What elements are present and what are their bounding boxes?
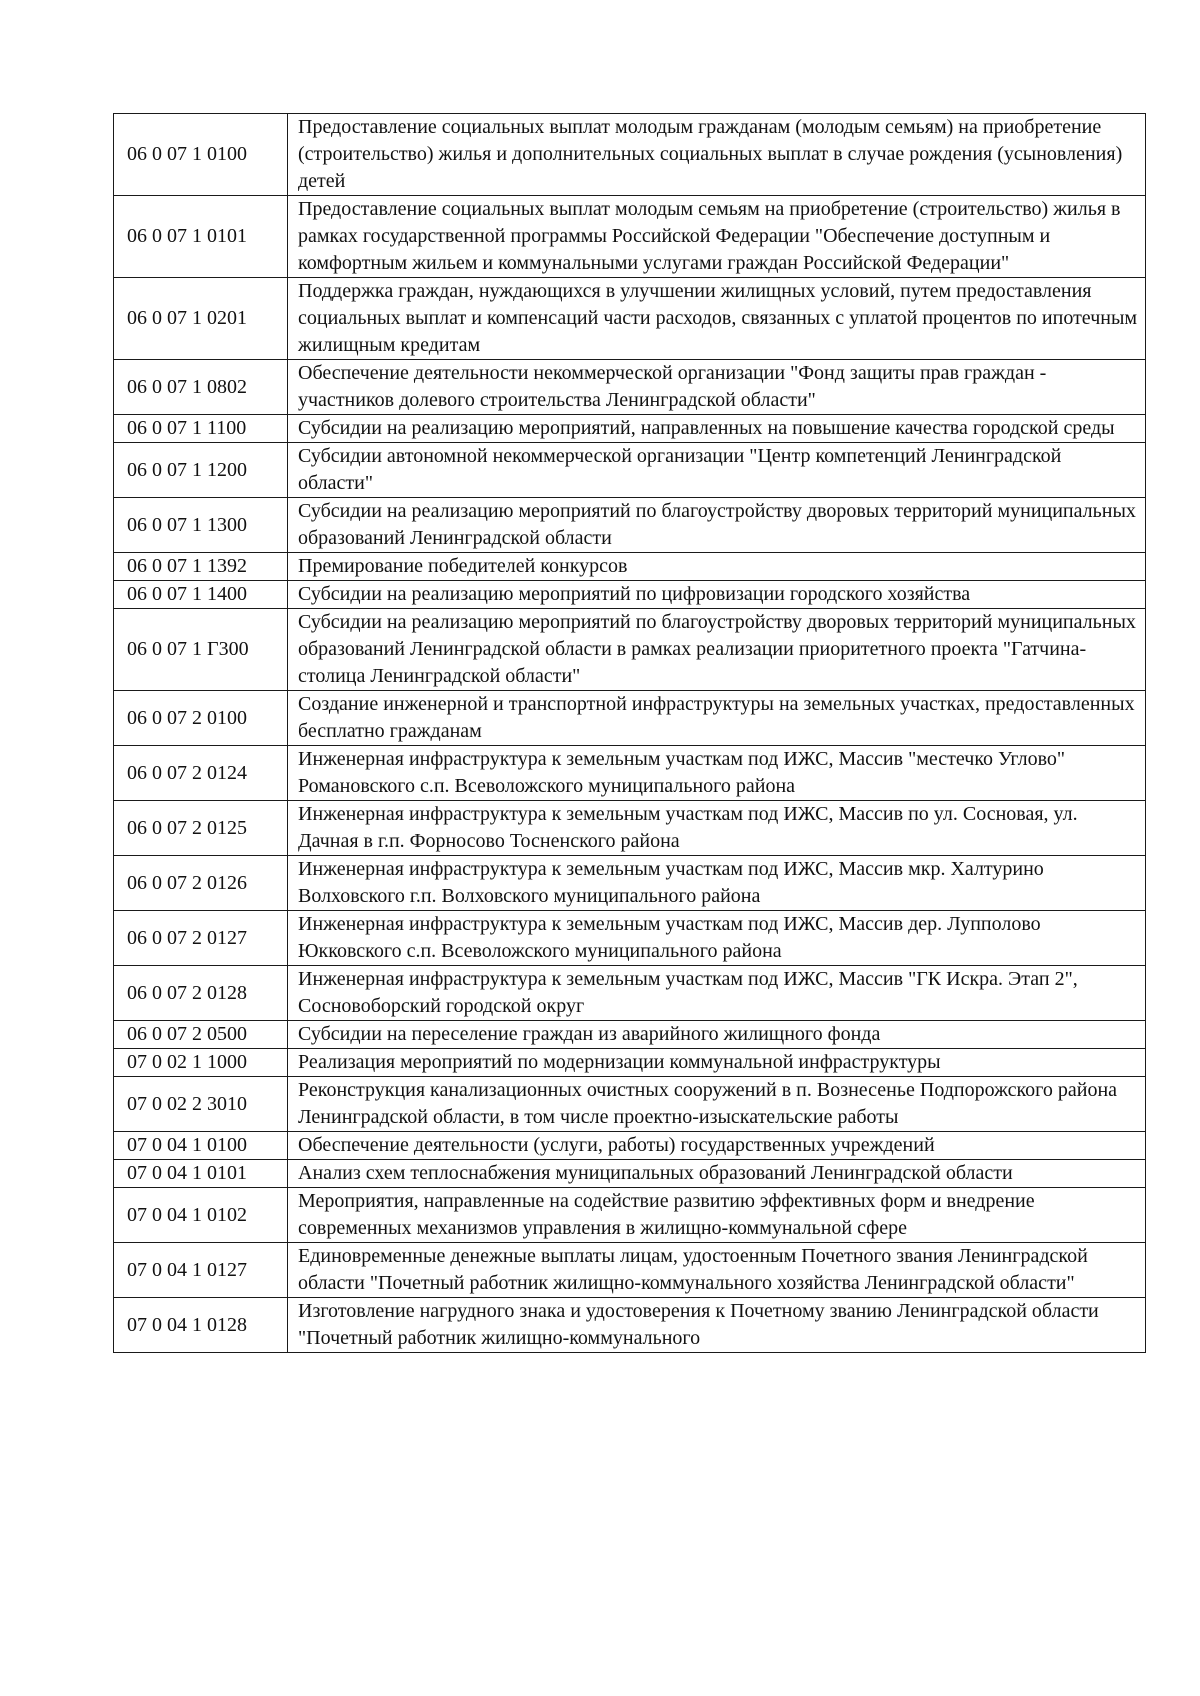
table-row [114, 691, 1146, 746]
table-row [114, 1077, 1146, 1132]
table-body [114, 114, 1146, 1353]
row-code-cell: 07 0 02 2 3010 [114, 1077, 288, 1132]
row-code-cell: 06 0 07 2 0127 [114, 911, 288, 966]
row-code-cell: 07 0 04 1 0100 [114, 1132, 288, 1160]
row-description-cell: Реализация мероприятий по модернизации коммунальной инфраструктуры [288, 1049, 1146, 1077]
table-row [114, 1298, 1146, 1353]
table-row [114, 609, 1146, 691]
table-row [114, 360, 1146, 415]
table-row [114, 581, 1146, 609]
row-description-cell: Поддержка граждан, нуждающихся в улучшении жилищных условий, путем предоставления социальных выплат и компенсаций части расходов, связанных с уплатой процентов по ипотечным жилищным кредитам [288, 278, 1146, 360]
row-description-cell: Субсидии на реализацию мероприятий по цифровизации городского хозяйства [288, 581, 1146, 609]
table-row [114, 278, 1146, 360]
table-row [114, 1132, 1146, 1160]
row-description-cell: Изготовление нагрудного знака и удостоверения к Почетному званию Ленинградской области "Почетный работник жилищно-коммунального [288, 1298, 1146, 1353]
table-row [114, 746, 1146, 801]
row-description-cell: Обеспечение деятельности некоммерческой организации "Фонд защиты прав граждан - участников долевого строительства Ленинградской области" [288, 360, 1146, 415]
table-row [114, 196, 1146, 278]
row-code-cell: 06 0 07 1 0802 [114, 360, 288, 415]
row-description-cell: Создание инженерной и транспортной инфраструктуры на земельных участках, предоставленных бесплатно гражданам [288, 691, 1146, 746]
row-code-cell: 06 0 07 1 0101 [114, 196, 288, 278]
row-code-cell: 07 0 04 1 0127 [114, 1243, 288, 1298]
row-code-cell: 06 0 07 1 1300 [114, 498, 288, 553]
table-row [114, 911, 1146, 966]
table-row [114, 856, 1146, 911]
table-row [114, 1021, 1146, 1049]
row-code-cell: 07 0 04 1 0128 [114, 1298, 288, 1353]
table-row [114, 114, 1146, 196]
row-description-cell: Анализ схем теплоснабжения муниципальных образований Ленинградской области [288, 1160, 1146, 1188]
row-description-cell: Субсидии на реализацию мероприятий по благоустройству дворовых территорий муниципальных образований Ленинградской области в рамках реализации приоритетного проекта "Гатчина-столица Ленинградской области" [288, 609, 1146, 691]
row-description-cell: Единовременные денежные выплаты лицам, удостоенным Почетного звания Ленинградской области "Почетный работник жилищно-коммунального хозяйства Ленинградской области" [288, 1243, 1146, 1298]
row-code-cell: 06 0 07 1 Г300 [114, 609, 288, 691]
row-description-cell: Инженерная инфраструктура к земельным участкам под ИЖС, Массив по ул. Сосновая, ул. Дачная в г.п. Форносово Тосненского района [288, 801, 1146, 856]
row-description-cell: Премирование победителей конкурсов [288, 553, 1146, 581]
table-row [114, 1049, 1146, 1077]
table-row [114, 966, 1146, 1021]
row-description-cell: Обеспечение деятельности (услуги, работы) государственных учреждений [288, 1132, 1146, 1160]
row-code-cell: 06 0 07 1 1400 [114, 581, 288, 609]
row-code-cell: 06 0 07 2 0124 [114, 746, 288, 801]
budget-code-table [113, 113, 1146, 1353]
row-code-cell: 06 0 07 2 0126 [114, 856, 288, 911]
table-row [114, 1160, 1146, 1188]
table-row [114, 498, 1146, 553]
row-code-cell: 06 0 07 1 1200 [114, 443, 288, 498]
row-description-cell: Субсидии автономной некоммерческой организации "Центр компетенций Ленинградской области" [288, 443, 1146, 498]
row-code-cell: 06 0 07 2 0128 [114, 966, 288, 1021]
row-description-cell: Субсидии на реализацию мероприятий, направленных на повышение качества городской среды [288, 415, 1146, 443]
row-code-cell: 07 0 02 1 1000 [114, 1049, 288, 1077]
row-code-cell: 07 0 04 1 0101 [114, 1160, 288, 1188]
row-code-cell: 06 0 07 1 1100 [114, 415, 288, 443]
row-description-cell: Инженерная инфраструктура к земельным участкам под ИЖС, Массив "ГК Искра. Этап 2", Сосновоборский городской округ [288, 966, 1146, 1021]
row-code-cell: 06 0 07 2 0100 [114, 691, 288, 746]
table-row [114, 443, 1146, 498]
row-description-cell: Мероприятия, направленные на содействие развитию эффективных форм и внедрение современных механизмов управления в жилищно-коммунальной сфере [288, 1188, 1146, 1243]
table-row [114, 415, 1146, 443]
row-code-cell: 07 0 04 1 0102 [114, 1188, 288, 1243]
row-code-cell: 06 0 07 1 0201 [114, 278, 288, 360]
table-row [114, 553, 1146, 581]
row-description-cell: Субсидии на переселение граждан из аварийного жилищного фонда [288, 1021, 1146, 1049]
table-row [114, 1243, 1146, 1298]
row-description-cell: Предоставление социальных выплат молодым семьям на приобретение (строительство) жилья в рамках государственной программы Российской Федерации "Обеспечение доступным и комфортным жильем и коммунальными услугами граждан Российской Федерации" [288, 196, 1146, 278]
row-description-cell: Субсидии на реализацию мероприятий по благоустройству дворовых территорий муниципальных образований Ленинградской области [288, 498, 1146, 553]
row-description-cell: Инженерная инфраструктура к земельным участкам под ИЖС, Массив "местечко Углово" Романовского с.п. Всеволожского муниципального района [288, 746, 1146, 801]
table-row [114, 1188, 1146, 1243]
row-description-cell: Инженерная инфраструктура к земельным участкам под ИЖС, Массив мкр. Халтурино Волховского г.п. Волховского муниципального района [288, 856, 1146, 911]
row-code-cell: 06 0 07 2 0500 [114, 1021, 288, 1049]
table-row [114, 801, 1146, 856]
row-code-cell: 06 0 07 1 1392 [114, 553, 288, 581]
row-description-cell: Предоставление социальных выплат молодым гражданам (молодым семьям) на приобретение (строительство) жилья и дополнительных социальных выплат в случае рождения (усыновления) детей [288, 114, 1146, 196]
row-code-cell: 06 0 07 1 0100 [114, 114, 288, 196]
row-description-cell: Инженерная инфраструктура к земельным участкам под ИЖС, Массив дер. Лупполово Юкковского с.п. Всеволожского муниципального района [288, 911, 1146, 966]
row-code-cell: 06 0 07 2 0125 [114, 801, 288, 856]
row-description-cell: Реконструкция канализационных очистных сооружений в п. Вознесенье Подпорожского района Ленинградской области, в том числе проектно-изыскательские работы [288, 1077, 1146, 1132]
